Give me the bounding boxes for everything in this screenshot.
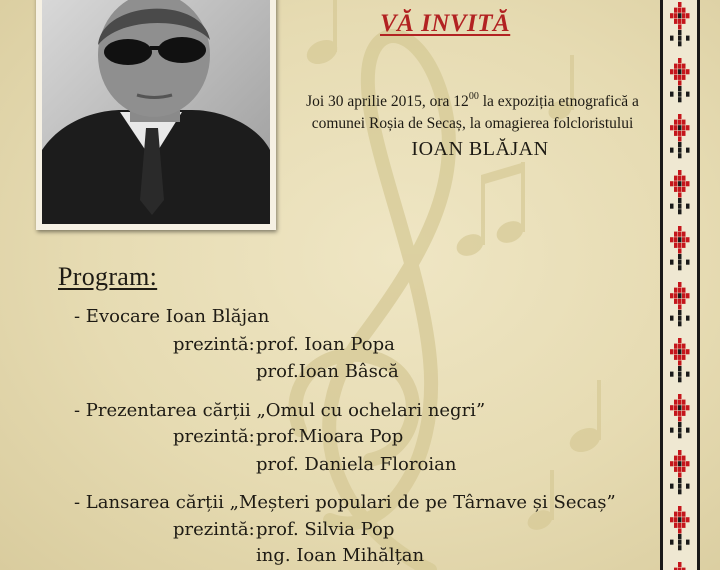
event-details (275, 86, 670, 135)
event-date-time: Joi 30 aprilie 2015, ora 12 (306, 93, 469, 110)
embroidery-border (660, 0, 700, 570)
program-item-2-presenter-2: prof. Daniela Floroian (256, 454, 457, 475)
program-item-2-title: - Prezentarea cărții „Omul cu ochelari negri” (74, 400, 486, 421)
program-item-3-title: - Lansarea cărții „Meșteri populari de pe Târnave și Secaș” (74, 492, 616, 513)
time-minutes-superscript: 00 (468, 91, 479, 102)
program-item-2-presenter-label: prezintă: (173, 426, 255, 447)
program-item-1-presenter-label: prezintă: (173, 334, 255, 355)
program-heading: Program: (58, 262, 158, 291)
program-item-1-title: - Evocare Ioan Blăjan (74, 306, 270, 327)
program-item-2-presenter-1: prof.Mioara Pop (256, 426, 404, 447)
event-purpose: comunei Roșia de Secaș, la omagierea folcloristului (311, 115, 634, 132)
program-item-3-presenter-1: prof. Silvia Pop (256, 519, 395, 540)
portrait-photo (36, 0, 276, 230)
event-location: la expoziția etnografică a (478, 93, 639, 110)
honoree-name: IOAN BLĂJAN (411, 138, 549, 160)
program-item-3-presenter-2: ing. Ioan Mihălțan (256, 545, 425, 566)
program-item-3-presenter-label: prezintă: (173, 519, 255, 540)
program-item-1-presenter-2: prof.Ioan Bâscă (256, 361, 399, 382)
invitation-title: VĂ INVITĂ (380, 10, 511, 37)
program-item-1-presenter-1: prof. Ioan Popa (256, 334, 395, 355)
